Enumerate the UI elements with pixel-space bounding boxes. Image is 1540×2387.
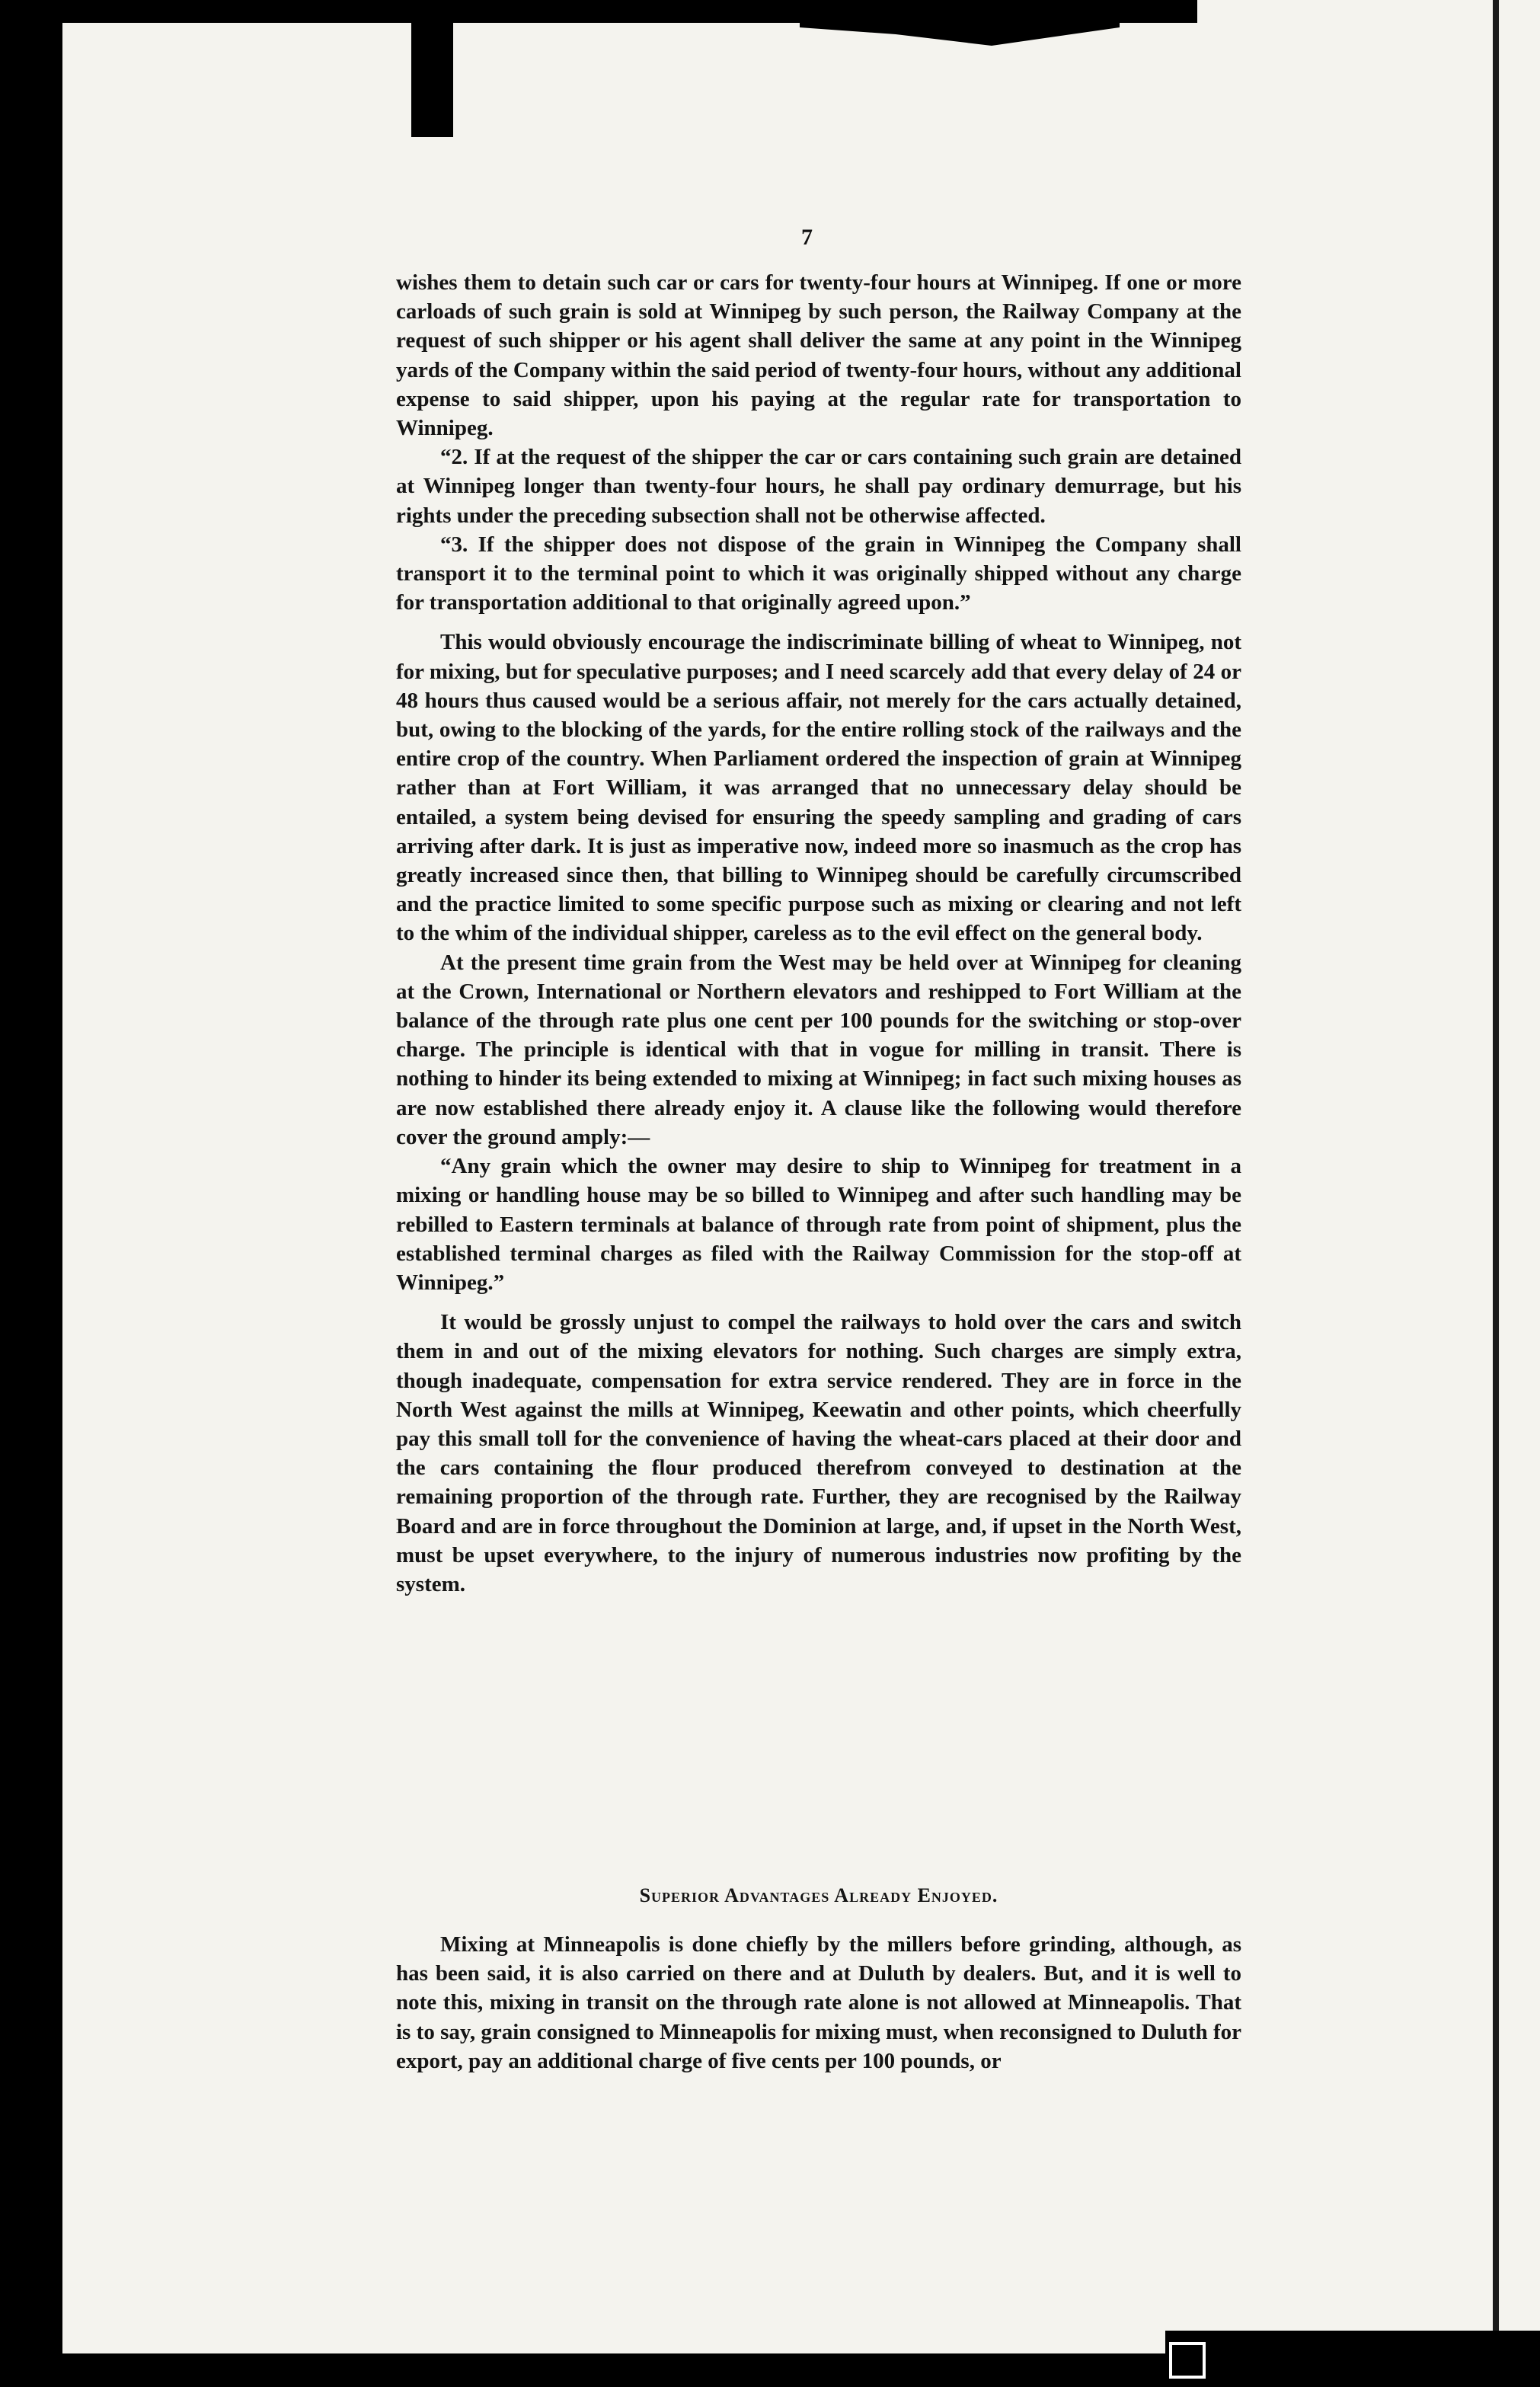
- page-margin-right: [1197, 0, 1499, 2387]
- scan-registration-mark: [1169, 2342, 1206, 2379]
- paragraph-1: wishes them to detain such car or cars for twenty-four hours at Winnipeg. If one or more carloads of such grain is sold at Winnipeg by such person, the Railway Company at the request of such shipper or his agent shall deliver the same at any point in the Winnipeg yards of the Company within the said period of twenty-four hours, without any additional expense to said shipper, upon his paying at the regular rate for transportation to Winnipeg.: [396, 270, 1241, 441]
- scan-corner: [1165, 2331, 1540, 2387]
- binding-notch: [411, 23, 453, 137]
- body-text-bottom: [396, 1930, 1241, 2075]
- paragraph-8: Mixing at Minneapolis is done chiefly by the millers before grinding, although, as has been said, it is also carried on there and at Duluth by dealers. But, and it is well to note this, mixing in transit on the through rate alone is not allowed at Minneapolis. That is to say, grain consigned to Minneapolis for mixing must, when reconsigned to Duluth for export, pay an additional charge of five cents per 100 pounds, or: [396, 1932, 1241, 2073]
- paragraph-3: “3. If the shipper does not dispose of the grain in Winnipeg the Company shall transport it to the terminal point to which it was originally shipped without any charge for transportation additional to that originally agreed upon.”: [396, 532, 1241, 615]
- page-number: 7: [801, 225, 813, 250]
- paragraph-6: “Any grain which the owner may desire to ship to Winnipeg for treatment in a mixing or handling house may be so billed to Winnipeg and after such handling may be rebilled to Eastern terminals at balance of through rate from point of shipment, plus the established terminal charges as filed with the Railway Commission for the stop-off at Winnipeg.”: [396, 1154, 1241, 1295]
- paragraph-4: This would obviously encourage the indiscriminate billing of wheat to Winnipeg, not for mixing, but for speculative purposes; and I need scarcely add that every delay of 24 or 48 hours thus caused would be a serious affair, not merely for the cars actually detained, but, owing to the blocking of the yards, for the entire rolling stock of the railways and the entire crop of the country. When Parliament ordered the inspection of grain at Winnipeg rather than at Fort William, it was arranged that no unnecessary delay should be entailed, a system being devised for ensuring the speedy sampling and grading of cars arriving after dark. It is just as imperative now, indeed more so inasmuch as the crop has greatly increased since then, that billing to Winnipeg should be carefully circumscribed and the practice limited to some specific purpose such as mixing or clearing and not left to the whim of the individual shipper, careless as to the evil effect on the general body.: [396, 630, 1241, 946]
- scan-border-right: [1499, 0, 1540, 2387]
- paragraph-2: “2. If at the request of the shipper the car or cars containing such grain are detained at Winnipeg longer than twenty-four hours, he shall pay ordinary demurrage, but his rights under the preceding subsection shall not be otherwise affected.: [396, 445, 1241, 528]
- paragraph-5: At the present time grain from the West may be held over at Winnipeg for cleaning at the Crown, International or Northern elevators and reshipped to Fort William at the balance of the through rate plus one cent per 100 pounds for the switching or stop-over charge. The principle is identical with that in vogue for milling in transit. There is nothing to hinder its being extended to mixing at Winnipeg; in fact such mixing houses as are now established there already enjoy it. A clause like the following would therefore cover the ground amply:—: [396, 950, 1241, 1149]
- body-text-top: [396, 268, 1241, 1599]
- section-heading: Superior Advantages Already Enjoyed.: [639, 1884, 998, 1906]
- paragraph-7: It would be grossly unjust to compel the railways to hold over the cars and switch them in and out of the mixing elevators for nothing. Such charges are simply extra, though inadequate, compensation for extra service rendered. They are in force in the North West against the mills at Winnipeg, Keewatin and other points, which cheerfully pay this small toll for the convenience of having the wheat-cars placed at their door and the cars containing the flour produced therefrom conveyed to destination at the remaining proportion of the through rate. Further, they are recognised by the Railway Board and are in force throughout the Dominion at large, and, if upset in the North West, must be upset everywhere, to the injury of numerous industries now profiting by the system.: [396, 1310, 1241, 1596]
- page-edge-line: [1493, 0, 1499, 2387]
